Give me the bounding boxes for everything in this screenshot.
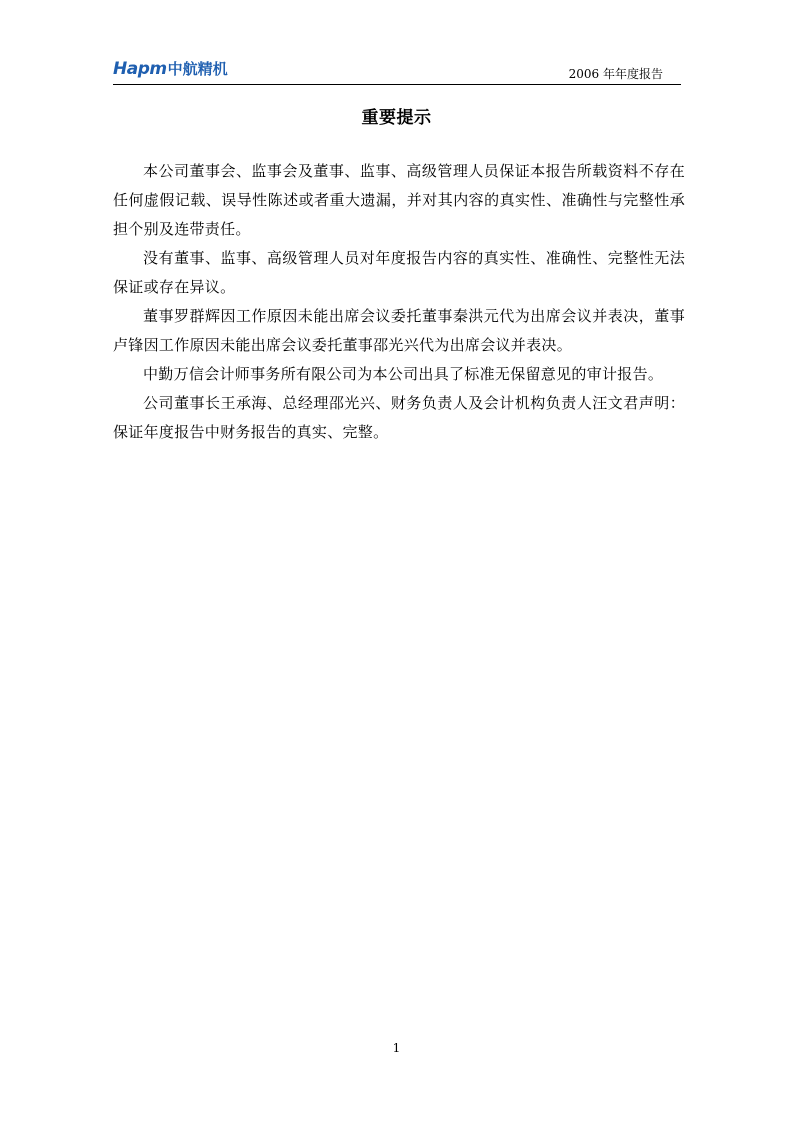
logo-latin-text: Hapm — [113, 59, 167, 79]
paragraph-audit-opinion: 中勤万信会计师事务所有限公司为本公司出具了标准无保留意见的审计报告。 — [143, 365, 664, 383]
paragraph-responsibility: 本公司董事会、监事会及董事、监事、高级管理人员保证本报告所载资料不存在任何虚假记载、误导性陈述或者重大遗漏，并对其内容的真实性、准确性与完整性承担个别及连带责任。 — [113, 162, 685, 238]
page-header — [113, 56, 681, 85]
company-logo — [113, 58, 228, 79]
page-title: 重要提示 — [361, 108, 432, 128]
logo-chinese-text: 中航精机 — [167, 60, 228, 78]
document-body — [113, 157, 685, 447]
paragraph-no-objection: 没有董事、监事、高级管理人员对年度报告内容的真实性、准确性、完整性无法保证或存在异议。 — [113, 249, 685, 296]
page-number: 1 — [392, 1041, 401, 1055]
paragraph-proxy-attendance: 董事罗群辉因工作原因未能出席会议委托董事秦洪元代为出席会议并表决，董事卢锋因工作原因未能出席会议委托董事邵光兴代为出席会议并表决。 — [113, 307, 685, 354]
report-year-label: 2006 年年度报告 — [568, 67, 663, 81]
paragraph-declaration: 公司董事长王承海、总经理邵光兴、财务负责人及会计机构负责人汪文君声明：保证年度报告中财务报告的真实、完整。 — [113, 394, 685, 441]
